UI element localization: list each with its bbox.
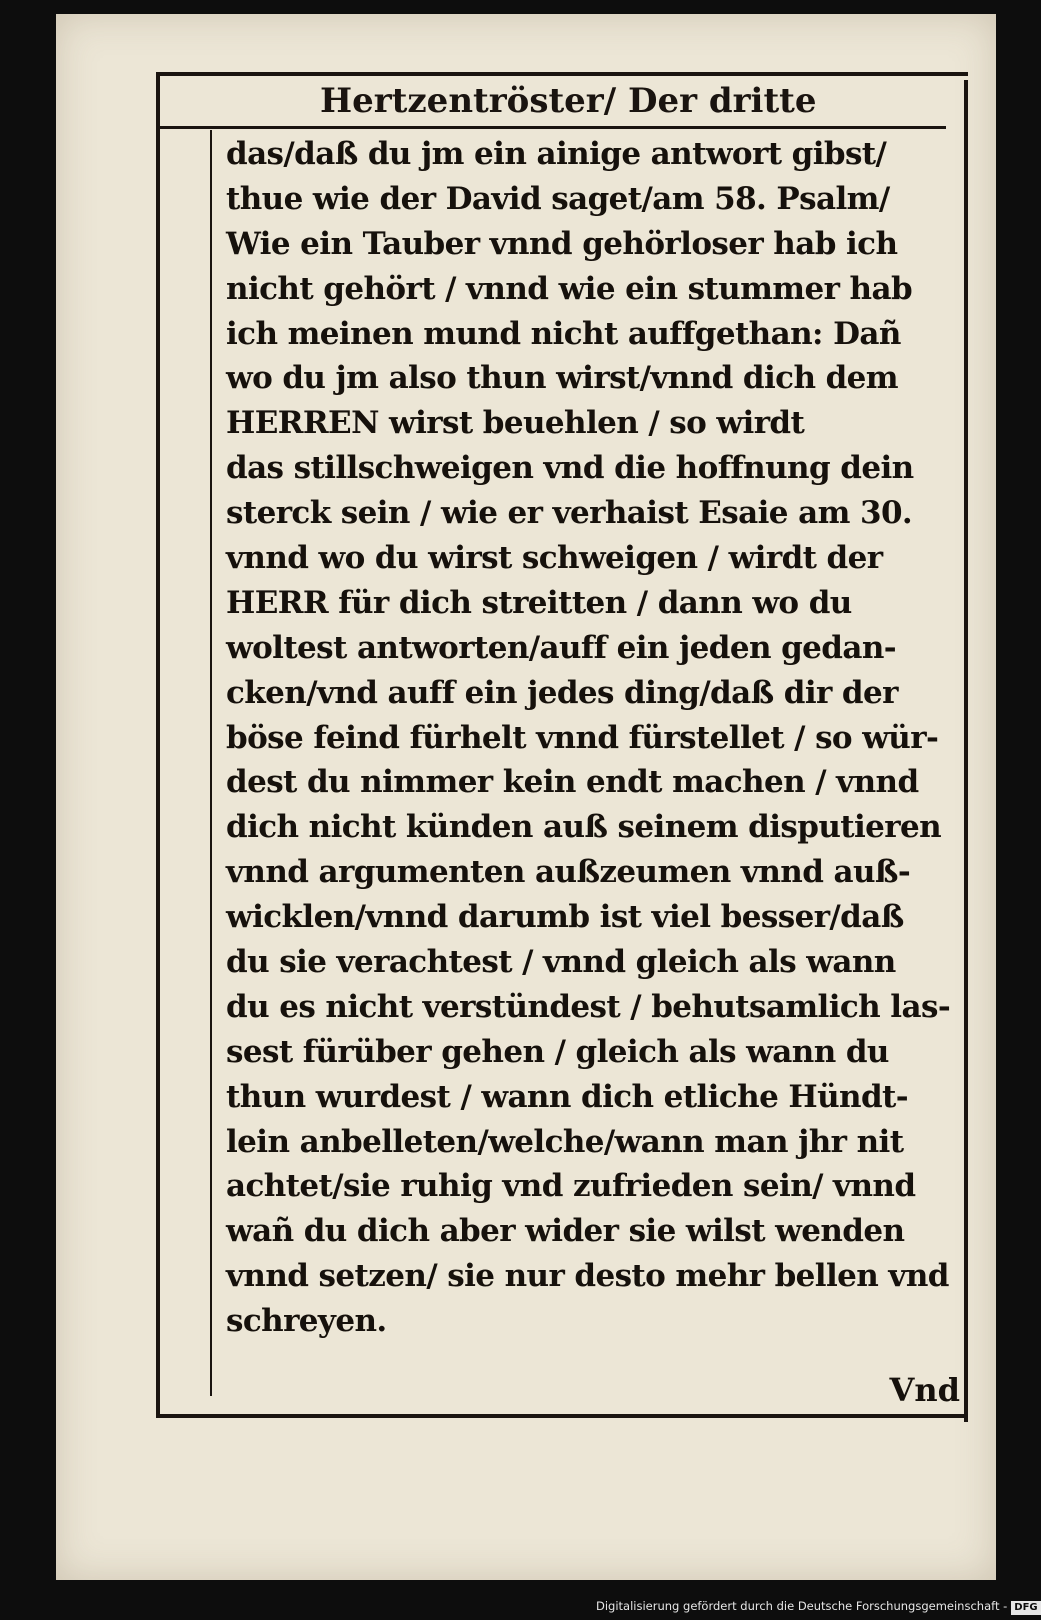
text-line: vnnd setzen/ sie nur desto mehr bellen vnd: [226, 1258, 949, 1295]
text-line: thue wie der David saget/am 58. Psalm/: [226, 180, 890, 217]
text-line: wicklen/vnnd darumb ist viel besser/daß: [226, 899, 904, 936]
text-line: du sie verachtest / vnnd gleich als wann: [226, 944, 896, 981]
frame-top-rule: [156, 72, 968, 76]
text-line: wañ du dich aber wider sie wilst wenden: [226, 1213, 905, 1250]
text-line: schreyen.: [226, 1303, 387, 1340]
text-line: du es nicht verstündest / behutsamlich las-: [226, 988, 951, 1025]
text-line: vnnd wo du wirst schweigen / wirdt der: [226, 540, 883, 577]
dfg-logo: DFG: [1011, 1601, 1040, 1615]
text-line: das/daß du jm ein ainige antwort gibst/: [226, 136, 887, 172]
text-line: ich meinen mund nicht auffgethan: Dañ: [226, 315, 901, 352]
frame-left-outer-rule: [156, 72, 160, 1416]
text-line: sterck sein / wie er verhaist Esaie am 30.: [226, 495, 913, 532]
digitization-footer: [596, 1597, 1038, 1615]
text-line: woltest antworten/auff ein jeden gedan-: [226, 629, 897, 666]
text-line: lein anbelleten/welche/wann man jhr nit: [226, 1123, 904, 1160]
text-line: wo du jm also thun wirst/vnnd dich dem: [226, 360, 898, 397]
text-line: nicht gehört / vnnd wie ein stummer hab: [226, 270, 913, 307]
text-line: vnnd argumenten außzeumen vnnd auß-: [226, 854, 911, 891]
running-head: Hertzentröster/ Der dritte: [320, 81, 817, 121]
text-line: dest du nimmer kein endt machen / vnnd: [226, 764, 919, 801]
text-line: cken/vnd auff ein jedes ding/daß dir der: [226, 674, 898, 711]
header-rule: [156, 126, 946, 129]
text-line: böse feind fürhelt vnnd fürstellet / so wür-: [226, 719, 939, 756]
catchword: Vnd: [889, 1371, 960, 1409]
text-line: HERR für dich streitten / dann wo du: [226, 584, 852, 621]
text-line: dich nicht künden auß seinem disputieren: [226, 809, 942, 846]
footer-text: Digitalisierung gefördert durch die Deutsche Forschungsgemeinschaft -: [596, 1599, 1008, 1613]
frame-left-inner-rule: [210, 130, 212, 1396]
frame-bottom-rule: [156, 1414, 968, 1418]
text-line: thun wurdest / wann dich etliche Hündt-: [226, 1078, 909, 1115]
frame-right-rule: [964, 80, 968, 1422]
text-line: das stillschweigen vnd die hoffnung dein: [226, 450, 914, 487]
text-line: achtet/sie ruhig vnd zufrieden sein/ vnnd: [226, 1168, 916, 1205]
text-line: Wie ein Tauber vnnd gehörloser hab ich: [226, 225, 898, 262]
body-text: [226, 132, 954, 1344]
text-line: HERREN wirst beuehlen / so wirdt: [226, 405, 805, 442]
text-line: sest fürüber gehen / gleich als wann du: [226, 1033, 889, 1070]
